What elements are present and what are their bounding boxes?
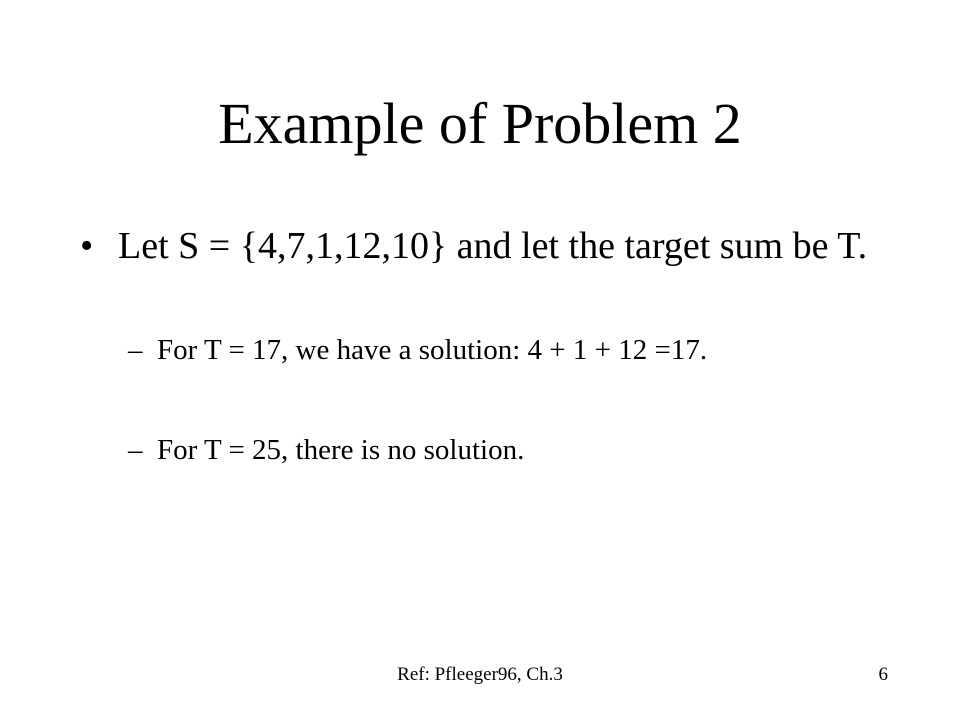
sub-bullet-item xyxy=(128,432,888,469)
footer-reference: Ref: Pfleeger96, Ch.3 xyxy=(397,664,563,685)
sub-bullet-text: For T = 17, we have a solution: 4 + 1 + 12 =17. xyxy=(157,334,708,366)
sub-bullet-item xyxy=(128,332,888,369)
bullet-item xyxy=(80,222,880,270)
dash-icon: – xyxy=(128,334,143,366)
bullet-dot-icon: • xyxy=(80,225,94,267)
slide-title: Example of Problem 2 xyxy=(218,91,742,156)
dash-icon: – xyxy=(128,434,143,466)
sub-bullet-text: For T = 25, there is no solution. xyxy=(157,434,525,466)
bullet-text: Let S = {4,7,1,12,10} and let the target sum be T. xyxy=(118,225,868,267)
page-number: 6 xyxy=(878,664,888,685)
